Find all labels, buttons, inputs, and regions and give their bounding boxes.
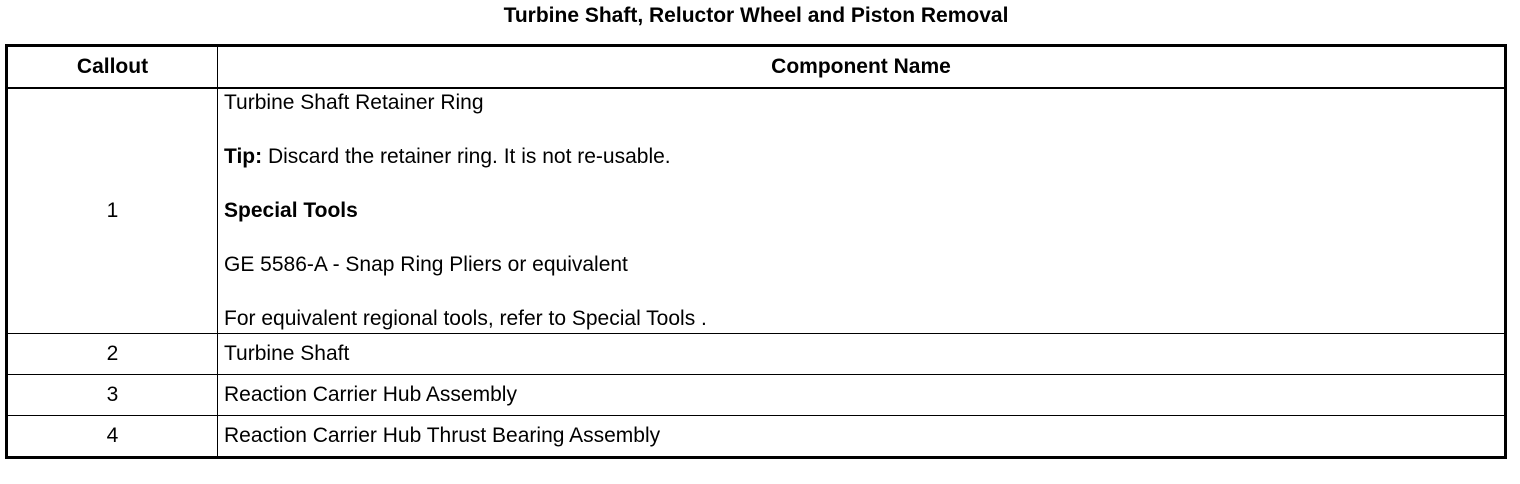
callout-column-header: Callout — [7, 46, 218, 89]
component-name: Reaction Carrier Hub Thrust Bearing Assembly — [218, 416, 1506, 458]
regional-tools-note: For equivalent regional tools, refer to Special Tools . — [224, 307, 707, 330]
special-tools-heading: Special Tools — [224, 199, 358, 222]
tip-label: Tip: — [224, 145, 263, 168]
tip-note — [224, 143, 1498, 171]
table-row — [7, 375, 1506, 416]
table-header-row — [7, 46, 1506, 89]
tip-text: Discard the retainer ring. It is not re-usable. — [262, 145, 671, 168]
callout-number: 2 — [7, 334, 218, 375]
component-name: Reaction Carrier Hub Assembly — [218, 375, 1506, 416]
table-row — [7, 416, 1506, 458]
component-detail-cell — [218, 88, 1506, 334]
callout-number: 4 — [7, 416, 218, 458]
page-title: Turbine Shaft, Reluctor Wheel and Piston Removal — [503, 4, 1009, 27]
callout-number: 1 — [7, 88, 218, 334]
table-row — [7, 334, 1506, 375]
special-tool-item: GE 5586-A - Snap Ring Pliers or equivalent — [224, 253, 628, 276]
table-row — [7, 88, 1506, 334]
callout-number: 3 — [7, 375, 218, 416]
component-name: Turbine Shaft Retainer Ring — [224, 91, 484, 114]
component-name-column-header: Component Name — [218, 46, 1506, 89]
component-name: Turbine Shaft — [218, 334, 1506, 375]
components-table — [5, 44, 1507, 459]
